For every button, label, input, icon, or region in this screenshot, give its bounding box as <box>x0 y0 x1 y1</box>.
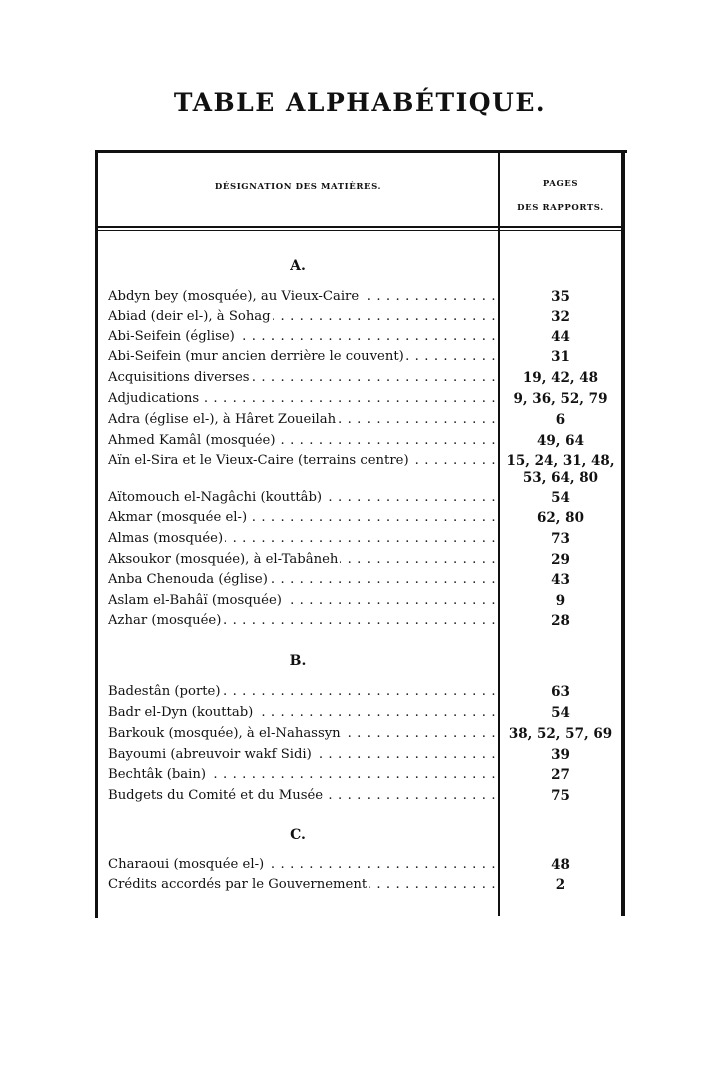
index-entry <box>108 368 620 388</box>
index-entry <box>108 389 620 409</box>
entry-label: Abi-Seifein (mur ancien derrière le couvent) <box>108 349 404 364</box>
index-entry <box>108 410 620 430</box>
entry-label: Crédits accordés par le Gouvernement <box>108 877 368 892</box>
entry-pages: 44 <box>551 329 570 345</box>
entry-pages: 38, 52, 57, 69 <box>508 726 613 742</box>
entry-label: Aïn el-Sira et le Vieux-Caire (terrains centre) <box>108 453 409 468</box>
entry-pages <box>500 453 621 487</box>
entry-pages: 73 <box>551 531 570 547</box>
index-entry <box>108 875 620 895</box>
entry-label: Adjudications <box>108 391 200 406</box>
entry-label: Aslam el-Bahâï (mosquée) <box>108 593 282 608</box>
entry-pages: 6 <box>555 412 566 428</box>
index-entry <box>108 591 620 611</box>
entry-pages: 62, 80 <box>537 510 584 526</box>
entry-label: Aksoukor (mosquée), à el-Tabâneh <box>108 552 339 567</box>
index-entry <box>108 745 620 765</box>
section-letter-a: A. <box>290 258 306 274</box>
index-entry <box>108 724 620 744</box>
entry-pages: 19, 42, 48 <box>522 370 599 386</box>
entry-pages-line2: 53, 64, 80 <box>522 470 599 486</box>
entry-pages: 29 <box>551 552 570 568</box>
index-entry <box>108 682 620 702</box>
entry-pages: 75 <box>551 788 570 804</box>
entry-pages: 2 <box>555 877 566 893</box>
index-entry <box>108 550 620 570</box>
entry-pages: 54 <box>551 490 570 506</box>
entry-label: Badestân (porte) <box>108 684 221 699</box>
index-entry <box>108 307 620 327</box>
entry-label: Abi-Seifein (église) <box>108 329 235 344</box>
designation-column-header: DÉSIGNATION DES MATIÈRES. <box>214 182 382 192</box>
entry-label: Aïtomouch el-Nagâchi (kouttâb) <box>108 490 323 505</box>
page-title: TABLE ALPHABÉTIQUE. <box>173 88 547 117</box>
entry-label: Bechtâk (bain) <box>108 767 207 782</box>
entry-pages: 39 <box>551 747 570 763</box>
header-rule <box>95 226 624 228</box>
entry-label: Abiad (deir el-), à Sohag <box>108 309 271 324</box>
entry-pages: 9 <box>555 593 566 609</box>
pages-header-line2: DES RAPPORTS. <box>517 203 604 213</box>
table-right-rule <box>621 151 625 916</box>
index-entry <box>108 347 620 367</box>
entry-label: Almas (mosquée) <box>108 531 224 546</box>
entry-label: Adra (église el-), à Hâret Zoueilah <box>108 412 337 427</box>
entry-label: Charaoui (mosquée el-) <box>108 857 265 872</box>
index-entry <box>108 765 620 785</box>
entry-label: Abdyn bey (mosquée), au Vieux-Caire <box>108 289 360 304</box>
section-letter-b: B. <box>289 653 307 669</box>
index-entry <box>108 431 620 451</box>
entry-label: Ahmed Kamâl (mosquée) <box>108 433 276 448</box>
entry-label: Badr el-Dyn (kouttab) <box>108 705 254 720</box>
pages-header-line1: PAGES <box>542 179 579 189</box>
entry-label: Acquisitions diverses <box>108 370 250 385</box>
entry-pages-line1: 15, 24, 31, 48, <box>506 453 615 469</box>
entry-pages: 9, 36, 52, 79 <box>513 391 608 407</box>
index-entry <box>108 287 620 307</box>
entry-label: Bayoumi (abreuvoir wakf Sidi) <box>108 747 312 762</box>
index-entry <box>108 508 620 528</box>
index-entry <box>108 488 620 508</box>
index-entry <box>108 611 620 631</box>
entry-pages: 35 <box>551 289 570 305</box>
index-entry <box>108 786 620 806</box>
entry-label: Anba Chenouda (église) <box>108 572 268 587</box>
index-entry <box>108 529 620 549</box>
index-entry <box>108 855 620 875</box>
entry-pages: 27 <box>551 767 570 783</box>
index-entry <box>108 703 620 723</box>
entry-pages: 31 <box>551 349 570 365</box>
index-entry <box>108 327 620 347</box>
entry-label: Azhar (mosquée) <box>108 613 222 628</box>
index-entry <box>108 570 620 590</box>
entry-pages: 28 <box>551 613 570 629</box>
entry-pages: 54 <box>551 705 570 721</box>
entry-label: Akmar (mosquée el-) <box>108 510 248 525</box>
pages-column-header <box>500 172 621 220</box>
entry-pages: 63 <box>551 684 570 700</box>
entry-label: Budgets du Comité et du Musée <box>108 788 324 803</box>
entry-pages: 48 <box>551 857 570 873</box>
entry-pages: 32 <box>551 309 570 325</box>
index-entry <box>108 451 620 491</box>
entry-pages: 49, 64 <box>537 433 584 449</box>
entry-pages: 43 <box>551 572 570 588</box>
header-rule-thin <box>95 230 624 231</box>
section-letter-c: C. <box>290 827 306 843</box>
entry-label: Barkouk (mosquée), à el-Nahassyn <box>108 726 341 741</box>
